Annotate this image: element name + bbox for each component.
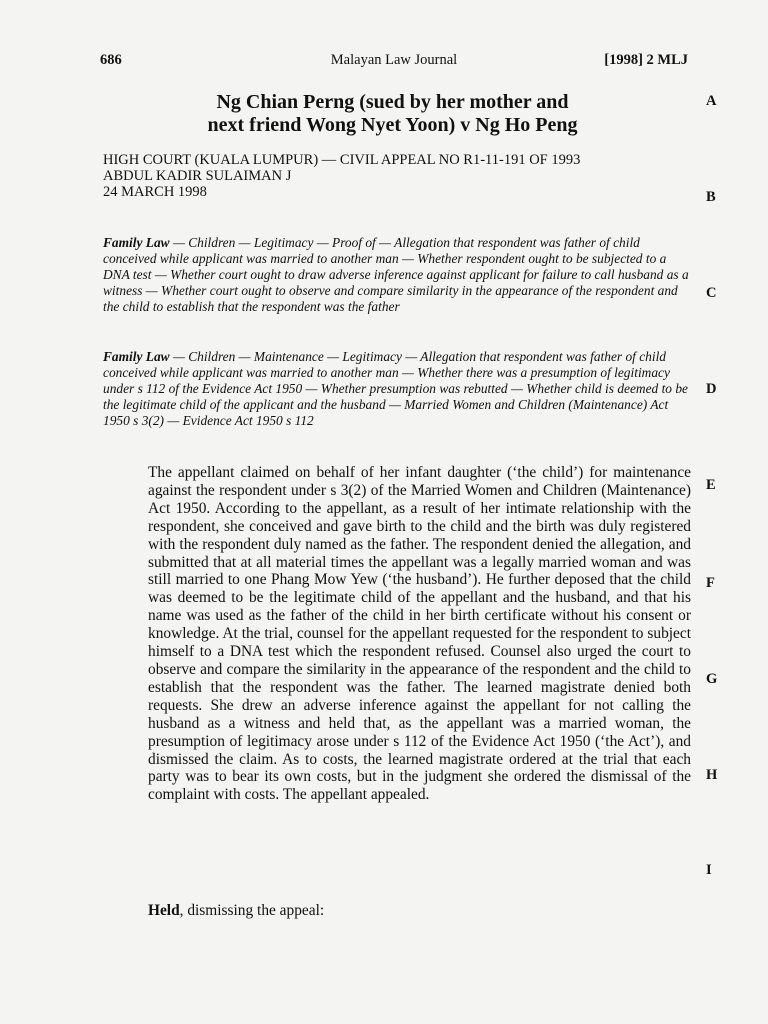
journal-name: Malayan Law Journal [330,52,458,68]
running-head [100,52,688,72]
catchwords-1 [103,235,691,315]
case-title-line-2: next friend Wong Nyet Yoon) v Ng Ho Peng [207,114,578,136]
page-number: 686 [100,52,122,68]
catchwords-2 [103,349,691,429]
margin-letter-e: E [706,477,716,493]
case-meta [103,152,703,200]
catchword-subject: Family Law [103,349,170,364]
margin-letter-h: H [706,767,718,783]
headnote-paragraph: The appellant claimed on behalf of her infant daughter (‘the child’) for maintenance against the respondent under s 3(2) of the Married Women and Children (Maintenance) Act 1950. According to the appellant, as a result of her intimate relationship with the respondent, she conceived and gave birth to the child and the birth was duly registered with the respondent duly named as the father. The respondent denied the allegation, and submitted that at all material times the appellant was a legally married woman and was still married to one Phang Mow Yew (‘the husband’). He further deposed that the child was deemed to be the legitimate child of the appellant and the husband, and that his name was used as the father of the child in her birth certificate without his consent or knowledge. At the trial, counsel for the appellant requested for the respondent to subject himself to a DNA test which the respondent refused. Counsel also urged the court to observe and compare the similarity in the appearance of the respondent and the child to establish that the respondent was the father. The learned magistrate denied both requests. She drew an adverse inference against the appellant for not calling the husband as a witness and held that, as the appellant was a married woman, the presumption of legitimacy arose under s 112 of the Evidence Act 1950 (‘the Act’), and dismissed the claim. As to costs, the learned magistrate ordered at the trial that each party was to bear its own costs, but in the judgment she ordered the dismissal of the complaint with costs. The appellant appealed. [148,464,691,804]
margin-letter-g: G [706,671,718,687]
margin-letter-i: I [706,862,712,878]
held-text: , dismissing the appeal: [179,902,325,919]
citation: [1998] 2 MLJ [604,52,688,68]
margin-letter-f: F [706,575,715,591]
decision-date: 24 MARCH 1998 [103,184,207,200]
margin-letter-d: D [706,381,717,397]
judge-line: ABDUL KADIR SULAIMAN J [103,168,292,184]
case-title [150,91,635,137]
held-label: Held [148,902,180,919]
margin-letter-b: B [706,189,716,205]
margin-letter-a: A [706,93,717,109]
court-line: HIGH COURT (KUALA LUMPUR) — CIVIL APPEAL NO R1-11-191 OF 1993 [103,152,581,168]
catchword-subject: Family Law [103,235,170,250]
case-title-line-1: Ng Chian Perng (sued by her mother and [216,91,569,113]
catchword-text: — Children — Maintenance — Legitimacy — Allegation that respondent was father of child conceived while applicant was married to another man — Whether there was a presumption of legitimacy under s 112 of the Evidence Act 1950 — Whether presumption was rebutted — Whether child is deemed to be the legitimate child of the applicant and the husband — Married Women and Children (Maintenance) Act 1950 s 3(2) — Evidence Act 1950 s 112 [103,349,688,428]
margin-letter-c: C [706,285,717,301]
catchword-text: — Children — Legitimacy — Proof of — Allegation that respondent was father of child conceived while applicant was married to another man — Whether respondent ought to be subjected to a DNA test — Whether court ought to draw adverse inference against applicant for failure to call husband as a witness — Whether court ought to observe and compare similarity in the appearance of the respondent and the child to establish that the respondent was the father [103,235,689,314]
held-line [148,902,324,920]
